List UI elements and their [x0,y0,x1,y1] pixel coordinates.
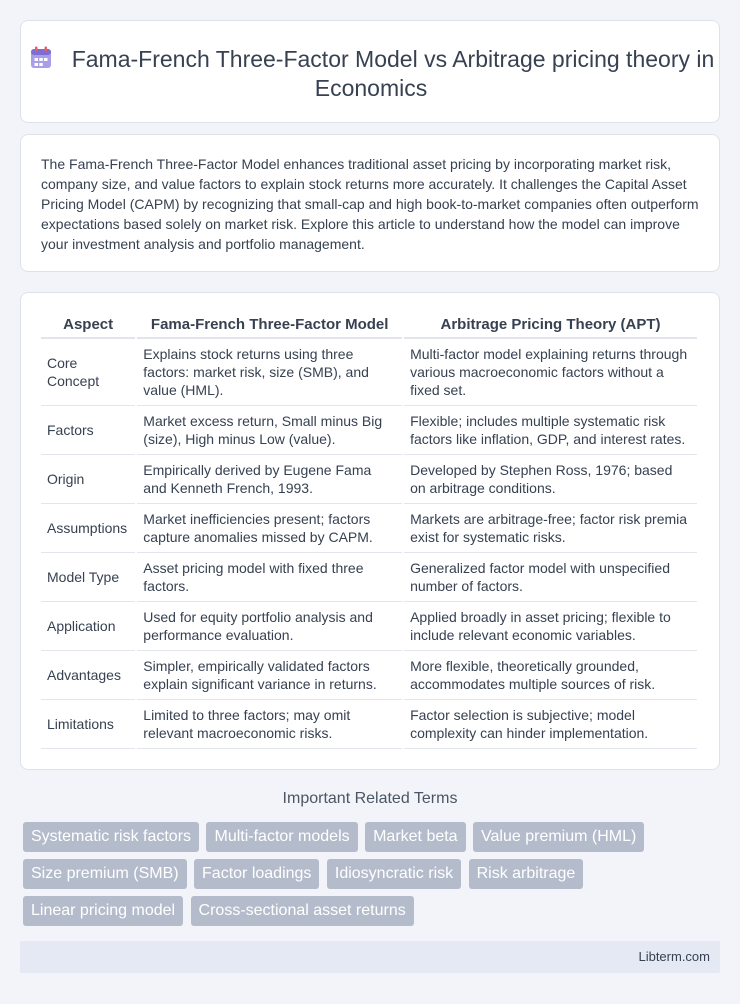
related-term-tag[interactable]: Cross-sectional asset returns [191,896,414,926]
table-row [41,700,697,749]
table-header-row [41,311,697,339]
title-card [20,20,720,123]
fama-french-cell: Used for equity portfolio analysis and performance evaluation. [137,602,402,651]
related-term-tag[interactable]: Multi-factor models [206,822,357,852]
related-term-tag[interactable]: Linear pricing model [23,896,183,926]
table-row [41,339,697,406]
related-term-tag[interactable]: Systematic risk factors [23,822,199,852]
footer [20,941,720,973]
fama-french-cell: Empirically derived by Eugene Fama and Kenneth French, 1993. [137,455,402,504]
table-row [41,455,697,504]
header-apt: Arbitrage Pricing Theory (APT) [404,311,697,339]
apt-cell: Markets are arbitrage-free; factor risk premia exist for systematic risks. [404,504,697,553]
aspect-cell: Assumptions [41,504,135,553]
table-row [41,504,697,553]
related-term-tag[interactable]: Value premium (HML) [473,822,644,852]
table-row [41,651,697,700]
table-row [41,406,697,455]
fama-french-cell: Asset pricing model with fixed three factors. [137,553,402,602]
apt-cell: More flexible, theoretically grounded, accommodates multiple sources of risk. [404,651,697,700]
related-terms-tags [23,822,723,933]
fama-french-cell: Explains stock returns using three factors: market risk, size (SMB), and value (HML). [137,339,402,406]
aspect-cell: Advantages [41,651,135,700]
page-title-row [21,45,721,103]
related-term-tag[interactable]: Risk arbitrage [469,859,584,889]
intro-paragraph: The Fama-French Three-Factor Model enhances traditional asset pricing by incorporating market risk, company size, and value factors to explain stock returns more accurately. It challenges the Capital Asset Pricing Model (CAPM) by recognizing that small-cap and high book-to-market companies often outperform expectations based solely on market risk. Explore this article to understand how the model can improve your investment analysis and portfolio management. [41,156,699,252]
apt-cell: Multi-factor model explaining returns through various macroeconomic factors without a fixed set. [404,339,697,406]
related-terms-title: Important Related Terms [282,790,458,807]
aspect-cell: Factors [41,406,135,455]
apt-cell: Factor selection is subjective; model complexity can hinder implementation. [404,700,697,749]
calendar-icon [28,45,54,71]
page-title: Fama-French Three-Factor Model vs Arbitrage pricing theory in Economics [71,46,715,101]
fama-french-cell: Simpler, empirically validated factors explain significant variance in returns. [137,651,402,700]
intro-card [20,134,720,272]
apt-cell: Flexible; includes multiple systematic risk factors like inflation, GDP, and interest rates. [404,406,697,455]
fama-french-cell: Market excess return, Small minus Big (size), High minus Low (value). [137,406,402,455]
related-term-tag[interactable]: Size premium (SMB) [23,859,187,889]
comparison-card [20,292,720,770]
related-term-tag[interactable]: Idiosyncratic risk [327,859,461,889]
table-row [41,602,697,651]
comparison-table [39,311,699,749]
aspect-cell: Application [41,602,135,651]
table-row [41,553,697,602]
aspect-cell: Core Concept [41,339,135,406]
aspect-cell: Limitations [41,700,135,749]
apt-cell: Applied broadly in asset pricing; flexible to include relevant economic variables. [404,602,697,651]
footer-site-link[interactable]: Libterm.com [638,949,710,964]
fama-french-cell: Limited to three factors; may omit relevant macroeconomic risks. [137,700,402,749]
fama-french-cell: Market inefficiencies present; factors capture anomalies missed by CAPM. [137,504,402,553]
aspect-cell: Model Type [41,553,135,602]
related-term-tag[interactable]: Market beta [365,822,465,852]
related-term-tag[interactable]: Factor loadings [194,859,319,889]
apt-cell: Developed by Stephen Ross, 1976; based on arbitrage conditions. [404,455,697,504]
apt-cell: Generalized factor model with unspecified number of factors. [404,553,697,602]
header-fama-french: Fama-French Three-Factor Model [137,311,402,339]
header-aspect: Aspect [41,311,135,339]
aspect-cell: Origin [41,455,135,504]
